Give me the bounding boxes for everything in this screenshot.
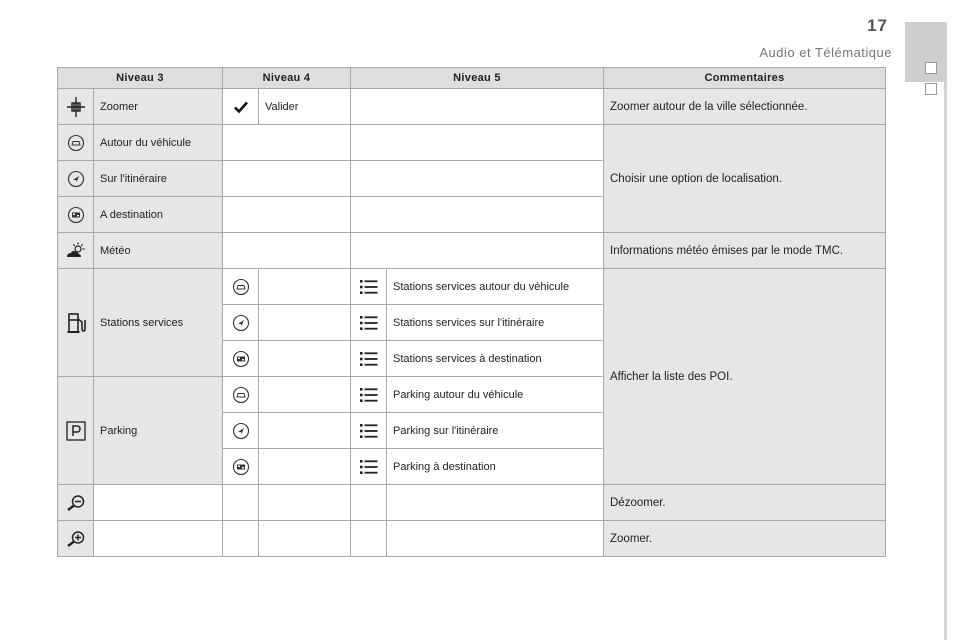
parking-destination-label[interactable]: Parking à destination <box>387 449 604 485</box>
fuel-around-list-cell <box>351 269 387 305</box>
fuel-destination-cell-icon <box>223 341 259 377</box>
zoom-out-cell-icon <box>58 485 94 521</box>
destination-circle-icon[interactable] <box>67 206 85 224</box>
table-row-weather <box>58 233 886 269</box>
poi-comment: Afficher la liste des POI. <box>604 269 886 485</box>
parking-cell-icon <box>58 377 94 485</box>
zoom-in-icon[interactable] <box>65 530 87 548</box>
chapter-box-2[interactable] <box>925 62 937 74</box>
weather-cell-icon <box>58 233 94 269</box>
destination-circle-icon[interactable] <box>232 458 250 476</box>
list-icon[interactable] <box>360 280 378 294</box>
location-comment: Choisir une option de localisation. <box>604 125 886 233</box>
parking-destination-list-cell <box>351 449 387 485</box>
route-arrow-circle-icon[interactable] <box>67 170 85 188</box>
parking-route-cell-icon <box>223 413 259 449</box>
fuel-around-cell-icon <box>223 269 259 305</box>
vehicle-circle-icon[interactable] <box>67 134 85 152</box>
fuel-route-cell-icon <box>223 305 259 341</box>
table-row-zoom-out <box>58 485 886 521</box>
zoom-in-label-empty <box>94 521 223 557</box>
route-label[interactable]: Sur l'itinéraire <box>94 161 223 197</box>
page-number: 17 <box>867 16 888 35</box>
zoom-out-comment: Dézoomer. <box>604 485 886 521</box>
destination-label[interactable]: A destination <box>94 197 223 233</box>
route-level5-empty <box>351 161 604 197</box>
list-icon[interactable] <box>360 388 378 402</box>
route-arrow-circle-icon[interactable] <box>232 314 250 332</box>
fuel-route-list-cell <box>351 305 387 341</box>
weather-level4-empty <box>223 233 351 269</box>
parking-around-cell-icon <box>223 377 259 413</box>
list-icon[interactable] <box>360 460 378 474</box>
table-row-zoom-in <box>58 521 886 557</box>
list-icon[interactable] <box>360 316 378 330</box>
fuel-destination-level4-empty <box>259 341 351 377</box>
fuel-route-level4-empty <box>259 305 351 341</box>
table-row-around-vehicle <box>58 125 886 161</box>
parking-around-label[interactable]: Parking autour du véhicule <box>387 377 604 413</box>
zoom-out-label-empty <box>94 485 223 521</box>
fuel-pump-icon[interactable] <box>66 311 86 335</box>
weather-label[interactable]: Météo <box>94 233 223 269</box>
fuel-destination-list-cell <box>351 341 387 377</box>
weather-comment: Informations météo émises par le mode TMC. <box>604 233 886 269</box>
destination-cell-icon <box>58 197 94 233</box>
header-niveau-5: Niveau 5 <box>351 68 604 89</box>
zoom-out-l5-icon-empty <box>351 485 387 521</box>
around-level5-empty <box>351 125 604 161</box>
zoom-out-icon[interactable] <box>65 494 87 512</box>
parking-destination-cell-icon <box>223 449 259 485</box>
table-row-zoom <box>58 89 886 125</box>
route-cell-icon <box>58 161 94 197</box>
destination-level5-empty <box>351 197 604 233</box>
navigation-table <box>57 67 886 557</box>
parking-around-level4-empty <box>259 377 351 413</box>
weather-icon[interactable] <box>65 242 87 260</box>
parking-destination-level4-empty <box>259 449 351 485</box>
destination-level4-empty <box>223 197 351 233</box>
validate-label[interactable]: Valider <box>259 89 351 125</box>
checkmark-icon[interactable] <box>234 101 248 113</box>
zoom-in-cell-icon <box>58 521 94 557</box>
zoom-level5-empty <box>351 89 604 125</box>
parking-route-label[interactable]: Parking sur l'itinéraire <box>387 413 604 449</box>
parking-route-level4-empty <box>259 413 351 449</box>
weather-level5-empty <box>351 233 604 269</box>
header-niveau-3: Niveau 3 <box>58 68 223 89</box>
section-title: Audio et Télématique <box>759 45 892 60</box>
zoom-out-l5-empty <box>387 485 604 521</box>
header-commentaires: Commentaires <box>604 68 886 89</box>
crosshair-zoom-icon[interactable] <box>66 96 86 118</box>
table-header-row <box>58 68 886 89</box>
fuel-route-label[interactable]: Stations services sur l'itinéraire <box>387 305 604 341</box>
parking-around-list-cell <box>351 377 387 413</box>
fuel-label[interactable]: Stations services <box>94 269 223 377</box>
route-arrow-circle-icon[interactable] <box>232 422 250 440</box>
around-level4-empty <box>223 125 351 161</box>
zoom-in-l4-empty <box>259 521 351 557</box>
vehicle-circle-icon[interactable] <box>232 386 250 404</box>
parking-route-list-cell <box>351 413 387 449</box>
fuel-around-level4-empty <box>259 269 351 305</box>
zoom-comment: Zoomer autour de la ville sélectionnée. <box>604 89 886 125</box>
fuel-cell-icon <box>58 269 94 377</box>
list-icon[interactable] <box>360 424 378 438</box>
fuel-destination-label[interactable]: Stations services à destination <box>387 341 604 377</box>
header-niveau-4: Niveau 4 <box>223 68 351 89</box>
zoom-out-l4-icon-empty <box>223 485 259 521</box>
zoom-in-l5-empty <box>387 521 604 557</box>
zoom-out-l4-empty <box>259 485 351 521</box>
vehicle-circle-icon[interactable] <box>232 278 250 296</box>
chapter-box-3[interactable] <box>925 83 937 95</box>
chapter-rail <box>944 82 947 640</box>
list-icon[interactable] <box>360 352 378 366</box>
zoom-in-l5-icon-empty <box>351 521 387 557</box>
table-row-fuel-around <box>58 269 886 305</box>
zoom-in-comment: Zoomer. <box>604 521 886 557</box>
around-label[interactable]: Autour du véhicule <box>94 125 223 161</box>
fuel-around-label[interactable]: Stations services autour du véhicule <box>387 269 604 305</box>
around-cell-icon <box>58 125 94 161</box>
parking-label[interactable]: Parking <box>94 377 223 485</box>
destination-circle-icon[interactable] <box>232 350 250 368</box>
zoom-label[interactable]: Zoomer <box>94 89 223 125</box>
zoom-cell-icon <box>58 89 94 125</box>
parking-icon[interactable] <box>66 421 86 441</box>
route-level4-empty <box>223 161 351 197</box>
zoom-in-l4-icon-empty <box>223 521 259 557</box>
validate-cell-icon <box>223 89 259 125</box>
